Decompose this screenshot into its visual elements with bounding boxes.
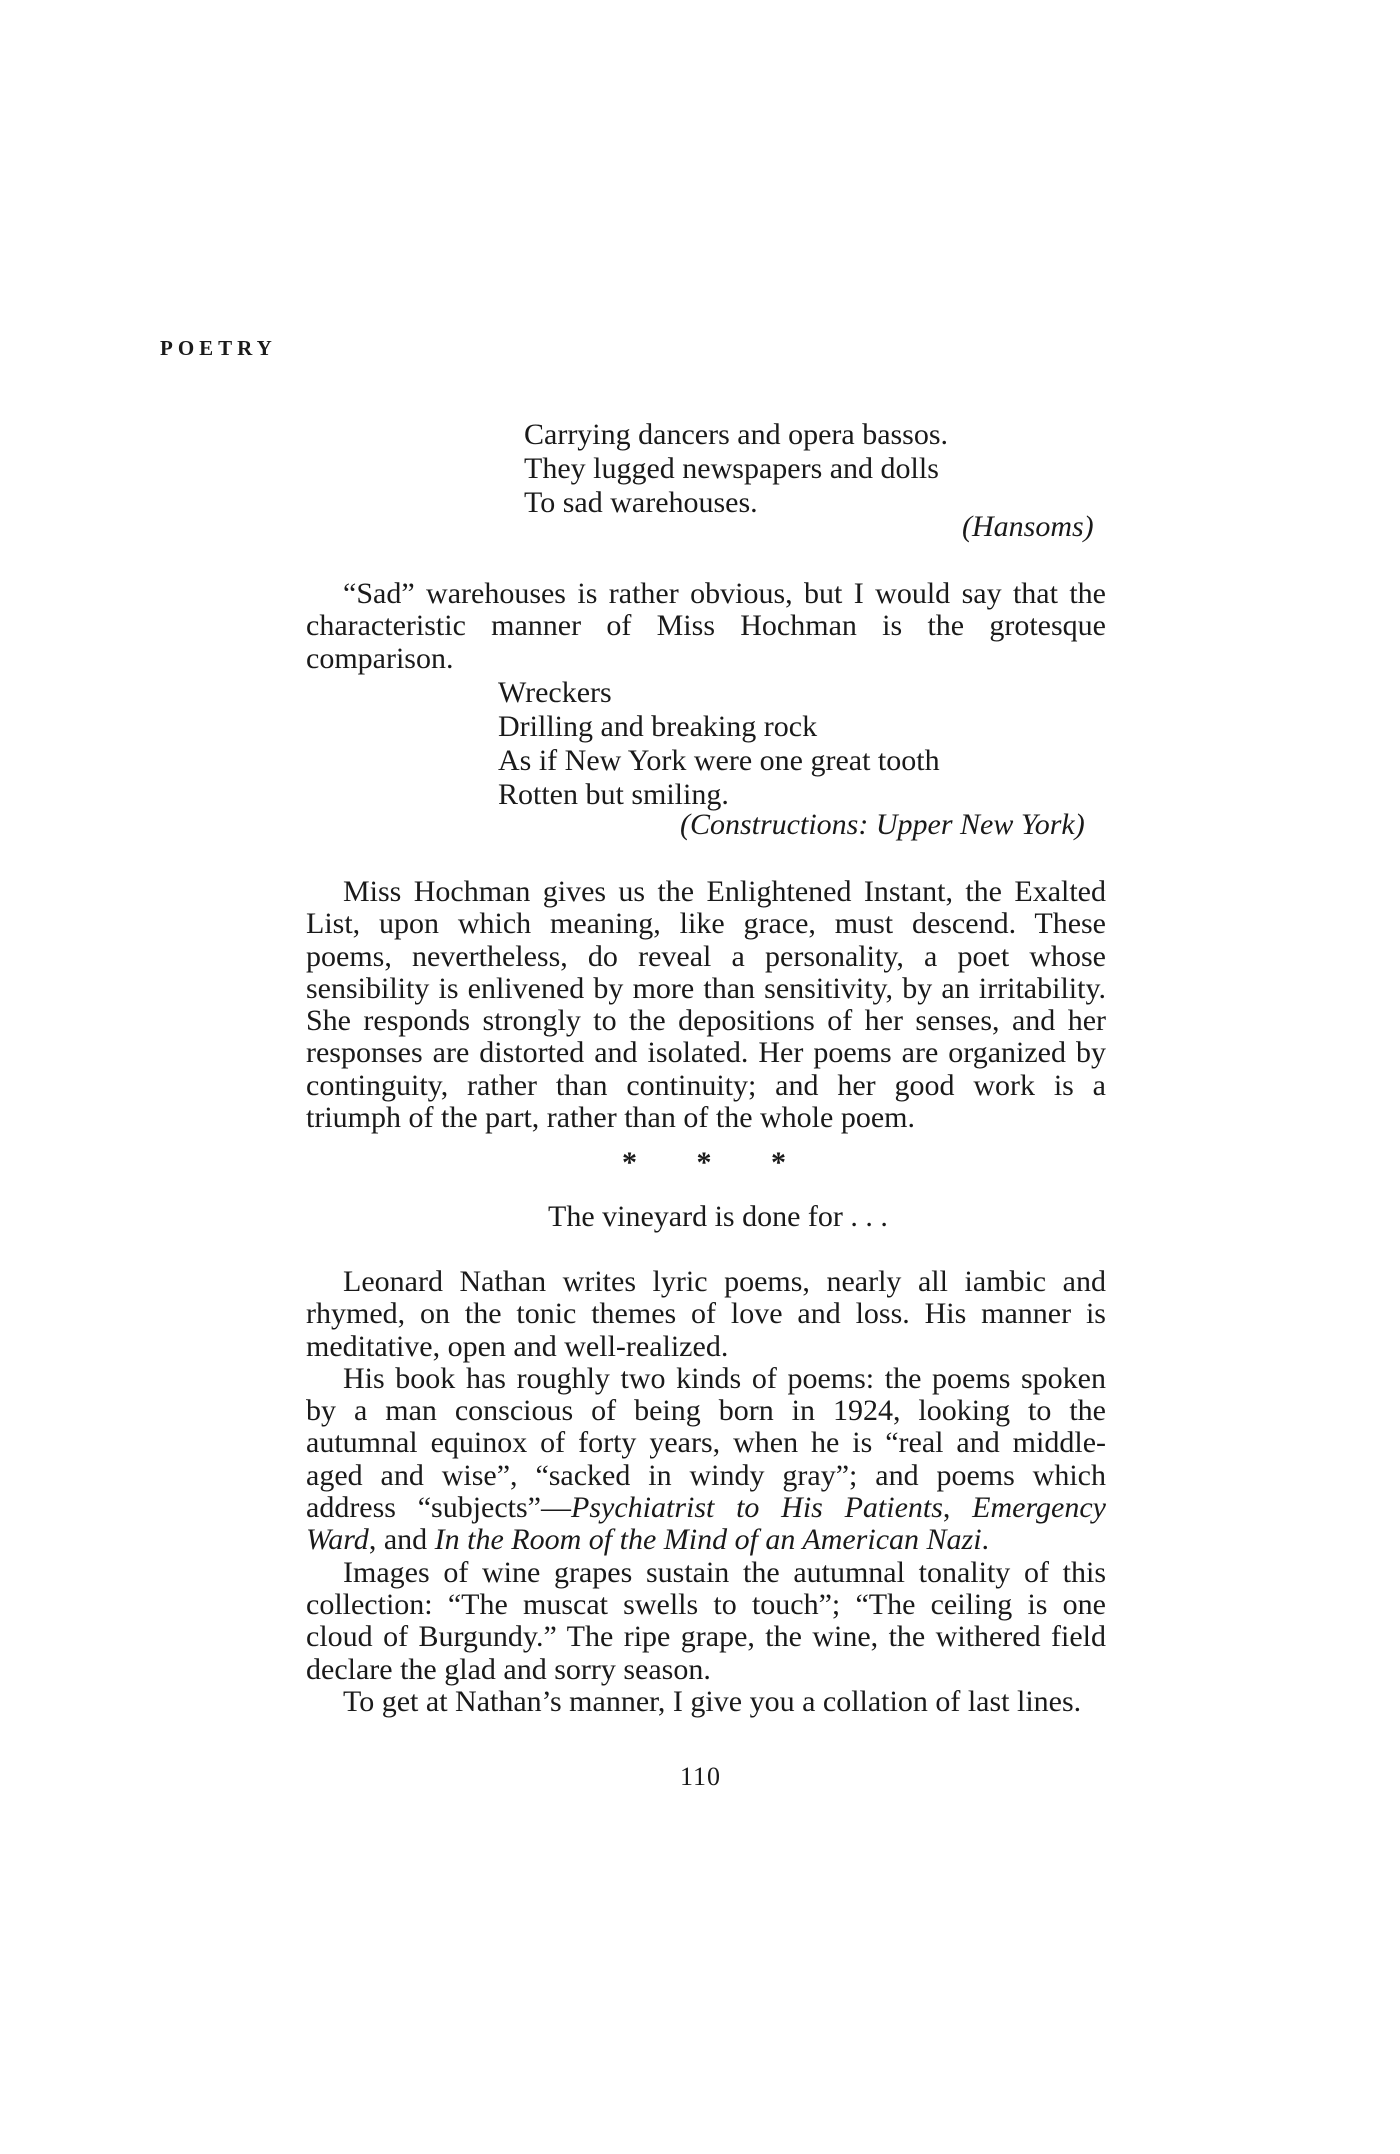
- book-title: The vineyard is done for . . .: [548, 1200, 888, 1233]
- paragraph-nathan: [306, 1266, 1106, 1718]
- quote-line: Drilling and breaking rock: [498, 710, 818, 743]
- paragraph-text: Leonard Nathan writes lyric poems, nearly all iambic and rhymed, on the tonic themes of love and loss. His manner is meditative, open and well-realized.: [306, 1265, 1106, 1363]
- running-head: POETRY: [160, 336, 277, 360]
- quote-line: Rotten but smiling.: [498, 778, 729, 811]
- quote-constructions: [498, 676, 940, 812]
- poem-title: Emergency Ward: [306, 1491, 1106, 1557]
- quote-line: To sad warehouses.: [524, 486, 758, 519]
- quote-line: They lugged newspapers and dolls: [524, 452, 939, 485]
- separator-text: .: [981, 1523, 990, 1557]
- paragraph-text: “Sad” warehouses is rather obvious, but I would say that the characteristic manner of Miss Hochman is the grotesque comparison.: [306, 577, 1106, 675]
- poem-title: In the Room of the Mind of an American Nazi: [434, 1523, 982, 1557]
- section-separator: * * *: [622, 1146, 812, 1179]
- paragraph-hochman: [306, 876, 1106, 1134]
- quote-hansoms: [524, 418, 948, 520]
- paragraph-text: To get at Nathan’s manner, I give you a collation of last lines.: [343, 1684, 1082, 1718]
- paragraph-sad-warehouses: [306, 578, 1106, 675]
- paragraph-text: Images of wine grapes sustain the autumnal tonality of this collection: “The muscat swells to touch”; “The ceiling is one cloud of Burgundy.” The ripe grape, the wine, the withered field declare the glad and sorry season.: [306, 1555, 1106, 1686]
- quote-attribution: (Constructions: Upper New York): [680, 808, 1085, 841]
- quote-line: As if New York were one great tooth: [498, 744, 940, 777]
- separator-text: ,: [942, 1491, 973, 1525]
- paragraph-two-kinds: [306, 1363, 1106, 1557]
- paragraph-text: His book has roughly two kinds of poems: the poems spoken by a man conscious of being born in 1924, looking to the autumnal equinox of forty years, when he is “real and middle-aged and wise”, “sacked in windy gray”; and poems which address “subjects”—: [306, 1361, 1106, 1525]
- poem-title: Psychiatrist to His Patients: [571, 1491, 943, 1525]
- quote-line: Wreckers: [498, 676, 612, 709]
- page-number: 110: [680, 1762, 722, 1791]
- quote-line: Carrying dancers and opera bassos.: [524, 418, 949, 451]
- quote-attribution: (Hansoms): [962, 510, 1094, 543]
- paragraph-text: Miss Hochman gives us the Enlightened Instant, the Exalted List, upon which meaning, like grace, must descend. These poems, nevertheless, do reveal a personality, a poet whose sensibility is enlivened by more than sensitivity, by an irritability. She responds strongly to the depositions of her senses, and her responses are distorted and isolated. Her poems are organized by continguity, rather than continuity; and her good work is a triumph of the part, rather than of the whole poem.: [306, 875, 1106, 1135]
- separator-text: , and: [368, 1523, 435, 1557]
